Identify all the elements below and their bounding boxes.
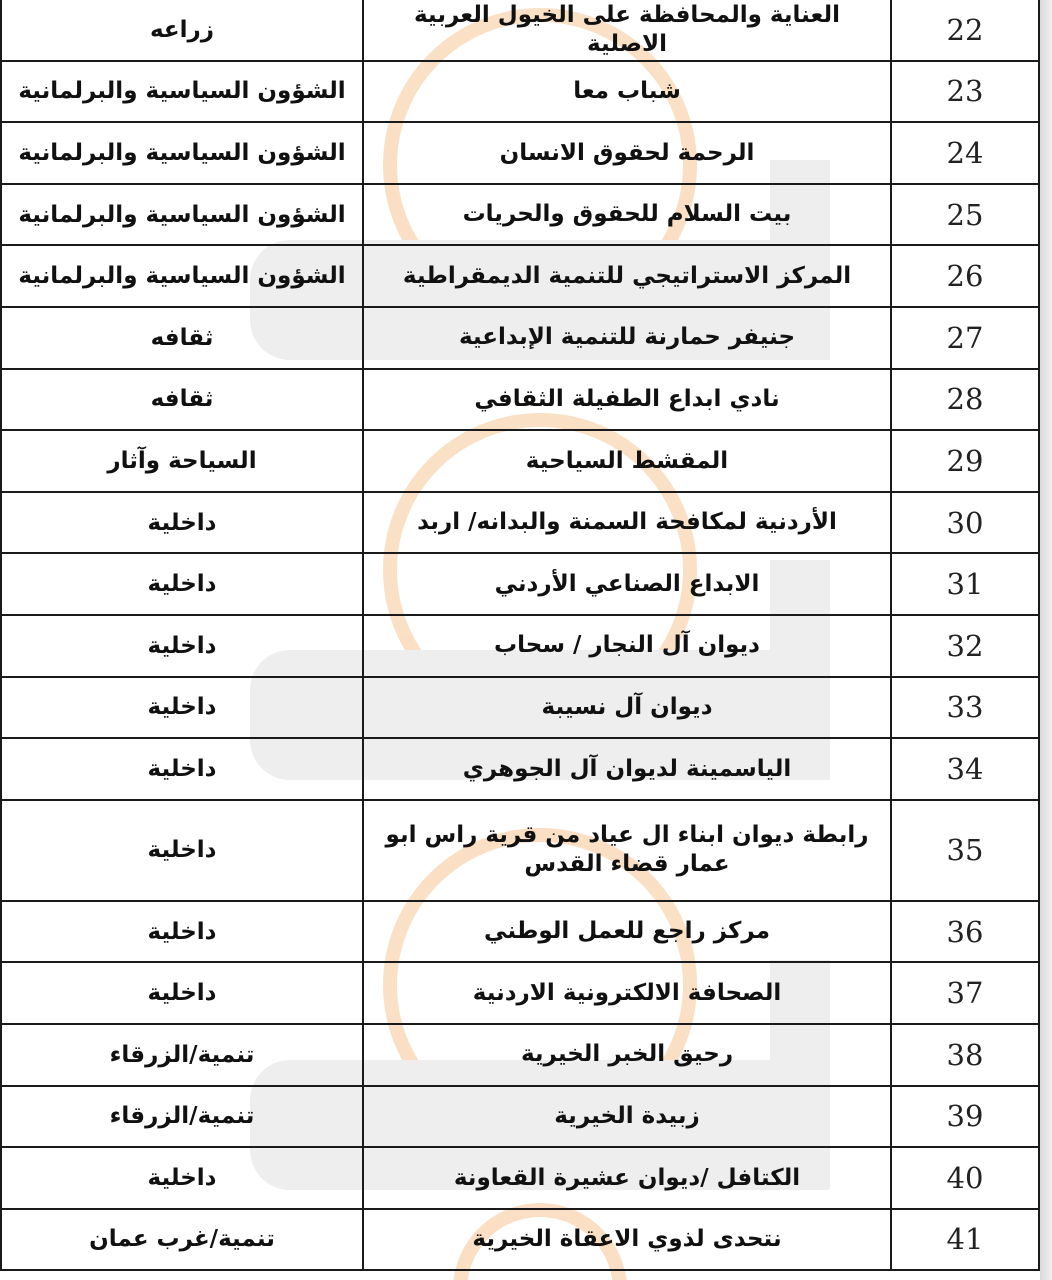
cell-authority: تنمية/الزرقاء: [1, 1086, 363, 1148]
cell-row-number: 32: [891, 615, 1039, 677]
cell-row-number: 23: [891, 61, 1039, 123]
cell-row-number: 40: [891, 1147, 1039, 1209]
cell-association-name: الرحمة لحقوق الانسان: [363, 122, 891, 184]
cell-authority: زراعه: [1, 0, 363, 61]
cell-authority: داخلية: [1, 800, 363, 901]
cell-authority: داخلية: [1, 553, 363, 615]
cell-row-number: 38: [891, 1024, 1039, 1086]
table-row: [1, 615, 1039, 677]
table-row: [1, 1209, 1039, 1271]
cell-association-name: نادي ابداع الطفيلة الثقافي: [363, 369, 891, 431]
cell-row-number: 35: [891, 800, 1039, 901]
table-row: [1, 307, 1039, 369]
cell-authority: السياحة وآثار: [1, 430, 363, 492]
cell-row-number: 30: [891, 492, 1039, 554]
table-row: [1, 369, 1039, 431]
cell-authority: الشؤون السياسية والبرلمانية: [1, 245, 363, 307]
cell-row-number: 31: [891, 553, 1039, 615]
cell-row-number: 39: [891, 1086, 1039, 1148]
table-row: [1, 677, 1039, 739]
cell-row-number: 26: [891, 245, 1039, 307]
cell-row-number: 34: [891, 738, 1039, 800]
table-row: [1, 901, 1039, 963]
table-row: [1, 1024, 1039, 1086]
cell-authority: داخلية: [1, 615, 363, 677]
table-row: [1, 430, 1039, 492]
cell-association-name: شباب معا: [363, 61, 891, 123]
cell-authority: داخلية: [1, 901, 363, 963]
table-row: [1, 1086, 1039, 1148]
cell-association-name: ديوان آل النجار / سحاب: [363, 615, 891, 677]
cell-association-name: الأردنية لمكافحة السمنة والبدانه/ اربد: [363, 492, 891, 554]
page-edge-shadow: [1040, 0, 1052, 1280]
cell-authority: داخلية: [1, 1147, 363, 1209]
table-row: [1, 738, 1039, 800]
cell-row-number: 41: [891, 1209, 1039, 1271]
cell-association-name: الصحافة الالكترونية الاردنية: [363, 962, 891, 1024]
table-row: [1, 122, 1039, 184]
cell-authority: داخلية: [1, 738, 363, 800]
cell-row-number: 24: [891, 122, 1039, 184]
table-row: [1, 553, 1039, 615]
cell-association-name: بيت السلام للحقوق والحريات: [363, 184, 891, 246]
cell-authority: الشؤون السياسية والبرلمانية: [1, 61, 363, 123]
cell-association-name: المركز الاستراتيجي للتنمية الديمقراطية: [363, 245, 891, 307]
table-row: [1, 0, 1039, 61]
cell-authority: ثقافه: [1, 307, 363, 369]
cell-association-name: الياسمينة لديوان آل الجوهري: [363, 738, 891, 800]
cell-authority: الشؤون السياسية والبرلمانية: [1, 122, 363, 184]
cell-row-number: 36: [891, 901, 1039, 963]
cell-association-name: مركز راجع للعمل الوطني: [363, 901, 891, 963]
cell-authority: ثقافه: [1, 369, 363, 431]
cell-authority: داخلية: [1, 677, 363, 739]
cell-row-number: 33: [891, 677, 1039, 739]
cell-authority: تنمية/الزرقاء: [1, 1024, 363, 1086]
cell-association-name: رابطة ديوان ابناء ال عياد من قرية راس ابو عمار قضاء القدس: [363, 800, 891, 901]
table-row: [1, 1147, 1039, 1209]
cell-association-name: جنيفر حمارنة للتنمية الإبداعية: [363, 307, 891, 369]
cell-row-number: 22: [891, 0, 1039, 61]
table-row: [1, 962, 1039, 1024]
table-row: [1, 184, 1039, 246]
table-row: [1, 800, 1039, 901]
table-row: [1, 245, 1039, 307]
table-row: [1, 492, 1039, 554]
table-body: [1, 0, 1039, 1270]
cell-authority: داخلية: [1, 962, 363, 1024]
cell-association-name: رحيق الخبر الخيرية: [363, 1024, 891, 1086]
cell-association-name: ديوان آل نسيبة: [363, 677, 891, 739]
cell-authority: تنمية/غرب عمان: [1, 1209, 363, 1271]
cell-association-name: الابداع الصناعي الأردني: [363, 553, 891, 615]
cell-row-number: 27: [891, 307, 1039, 369]
cell-association-name: زبيدة الخيرية: [363, 1086, 891, 1148]
cell-row-number: 28: [891, 369, 1039, 431]
cell-association-name: نتحدى لذوي الاعقاة الخيرية: [363, 1209, 891, 1271]
cell-association-name: المقشط السياحية: [363, 430, 891, 492]
cell-authority: الشؤون السياسية والبرلمانية: [1, 184, 363, 246]
cell-authority: داخلية: [1, 492, 363, 554]
cell-association-name: الكتافل /ديوان عشيرة القعاونة: [363, 1147, 891, 1209]
cell-row-number: 29: [891, 430, 1039, 492]
cell-association-name: العناية والمحافظة على الخيول العربية الاصلية: [363, 0, 891, 61]
cell-row-number: 25: [891, 184, 1039, 246]
table-row: [1, 61, 1039, 123]
cell-row-number: 37: [891, 962, 1039, 1024]
